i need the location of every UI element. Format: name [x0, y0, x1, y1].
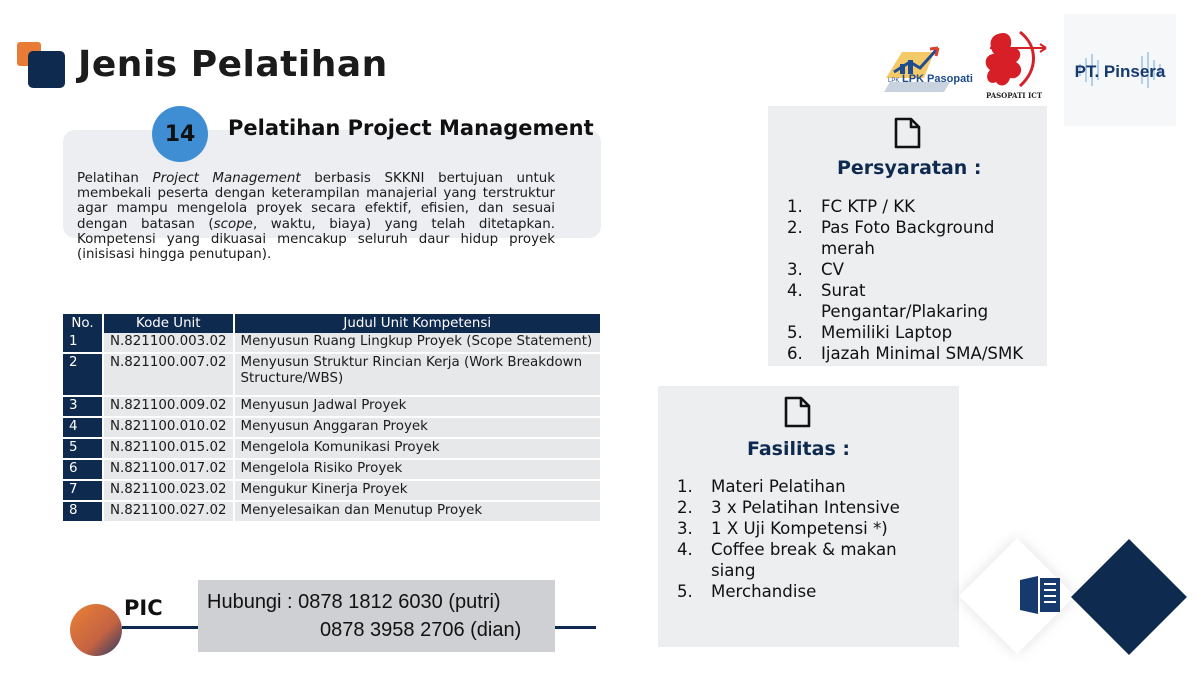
cell-kode-unit: N.821100.027.02 — [104, 502, 235, 523]
cell-no: 1 — [63, 333, 104, 354]
table-row — [63, 460, 600, 481]
list-item: 5. Memiliki Laptop — [787, 323, 953, 342]
lpk-pasopati-logo — [880, 38, 973, 98]
cell-judul-unit: Menyelesaikan dan Menutup Proyek — [235, 502, 600, 523]
pt-pinsera-logo — [1064, 14, 1176, 126]
cell-judul-unit: Menyusun Struktur Rincian Kerja (Work Breakdown Structure/WBS) — [235, 354, 600, 397]
navy-diamond-shape — [1071, 539, 1187, 655]
pic-decoration-circle — [70, 604, 122, 656]
list-item: 4. Coffee break & makan siang — [677, 540, 897, 580]
course-number-badge: 14 — [152, 106, 208, 162]
list-item: 3. 1 X Uji Kompetensi *) — [677, 519, 888, 538]
table-row — [63, 481, 600, 502]
navy-square-shape — [28, 51, 65, 88]
manual-book-icon — [1016, 572, 1064, 618]
list-item: 1. Materi Pelatihan — [677, 477, 846, 496]
facilities-list — [677, 476, 939, 602]
svg-text:LPK Pasopati: LPK Pasopati — [902, 73, 973, 85]
header-judul-unit: Judul Unit Kompetensi — [235, 314, 600, 333]
requirements-title: Persyaratan : — [837, 157, 982, 179]
course-description: Pelatihan Project Management berbasis SKKNI bertujuan untuk membekali peserta dengan keterampilan manajerial yang terstruktur agar mampu mengelola proyek secara efektif, efisien, dan sesuai dengan batasan (scope, waktu, biaya) yang telah ditetapkan. Kompetensi yang dikuasai mencakup seluruh daur hidup proyek (inisisasi hingga penutupan). — [77, 171, 556, 263]
cell-no: 2 — [63, 354, 104, 397]
cell-no: 7 — [63, 481, 104, 502]
list-item: 2. Pas Foto Background merah — [787, 218, 995, 258]
header-kode-unit: Kode Unit — [104, 314, 235, 333]
pic-label: PIC — [124, 596, 163, 620]
cell-kode-unit: N.821100.010.02 — [104, 418, 235, 439]
list-item: 6. Ijazah Minimal SMA/SMK — [787, 344, 1024, 363]
pasopati-ict-logo — [980, 26, 1048, 102]
table-row — [63, 333, 600, 354]
requirements-card — [768, 106, 1047, 366]
document-icon — [890, 116, 924, 150]
svg-text:PASOPATI ICT: PASOPATI ICT — [985, 91, 1043, 100]
pinsera-logo-text: PT. Pinsera — [1074, 62, 1166, 81]
course-title: Pelatihan Project Management — [228, 116, 594, 140]
table-row — [63, 354, 600, 397]
list-item: 2. 3 x Pelatihan Intensive — [677, 498, 900, 517]
list-item: 3. CV — [787, 260, 844, 279]
cell-no: 4 — [63, 418, 104, 439]
table-row — [63, 502, 600, 523]
cell-no: 5 — [63, 439, 104, 460]
document-icon — [780, 395, 814, 429]
cell-judul-unit: Mengukur Kinerja Proyek — [235, 481, 600, 502]
cell-judul-unit: Mengelola Komunikasi Proyek — [235, 439, 600, 460]
list-item: 1. FC KTP / KK — [787, 197, 916, 216]
table-row — [63, 439, 600, 460]
cell-kode-unit: N.821100.023.02 — [104, 481, 235, 502]
list-item: 4. Surat Pengantar/Plakaring — [787, 281, 989, 321]
competency-unit-table — [63, 314, 600, 523]
cell-judul-unit: Menyusun Jadwal Proyek — [235, 397, 600, 418]
table-header-row — [63, 314, 600, 333]
requirements-list — [787, 196, 1037, 364]
title-decoration — [17, 42, 67, 88]
list-item: 5. Merchandise — [677, 582, 817, 601]
cell-judul-unit: Menyusun Anggaran Proyek — [235, 418, 600, 439]
table-row — [63, 397, 600, 418]
cell-no: 3 — [63, 397, 104, 418]
pic-contact-line-1: Hubungi : 0878 1812 6030 (putri) — [207, 591, 501, 613]
facilities-title: Fasilitas : — [747, 438, 850, 460]
pic-contact-line-2: 0878 3958 2706 (dian) — [320, 619, 522, 641]
cell-kode-unit: N.821100.007.02 — [104, 354, 235, 397]
facilities-card — [658, 386, 959, 647]
cell-judul-unit: Mengelola Risiko Proyek — [235, 460, 600, 481]
cell-kode-unit: N.821100.015.02 — [104, 439, 235, 460]
page-title: Jenis Pelatihan — [78, 44, 388, 85]
cell-no: 8 — [63, 502, 104, 523]
cell-kode-unit: N.821100.017.02 — [104, 460, 235, 481]
header-no: No. — [63, 314, 104, 333]
table-row — [63, 418, 600, 439]
cell-kode-unit: N.821100.009.02 — [104, 397, 235, 418]
cell-no: 6 — [63, 460, 104, 481]
svg-text:LPK: LPK — [888, 78, 900, 84]
cell-judul-unit: Menyusun Ruang Lingkup Proyek (Scope Statement) — [235, 333, 600, 354]
cell-kode-unit: N.821100.003.02 — [104, 333, 235, 354]
